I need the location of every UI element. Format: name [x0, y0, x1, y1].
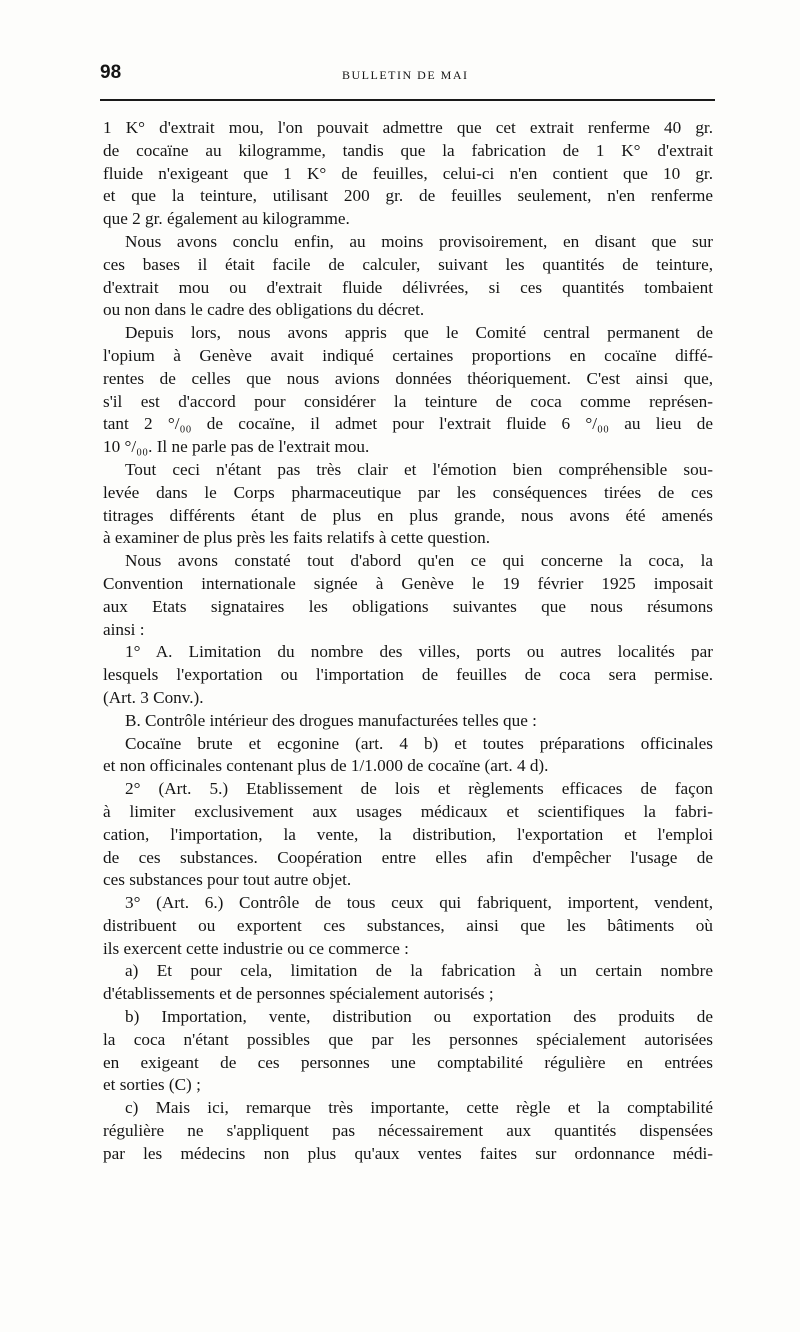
text-line: B. Contrôle intérieur des drogues manufacturées telles que : — [125, 710, 537, 730]
header-rule — [100, 99, 715, 101]
text-line: en exigeant de ces personnes une comptabilité régulière en entrées — [103, 1052, 713, 1072]
text-line: b) Importation, vente, distribution ou exportation des produits de — [125, 1007, 713, 1027]
text-line: cation, l'importation, la vente, la distribution, l'exportation et l'emploi — [103, 824, 713, 844]
page-header — [100, 62, 715, 92]
text-line: l'opium à Genève avait indiqué certaines proportions en cocaïne diffé- — [103, 345, 713, 365]
text-line: d'extrait mou ou d'extrait fluide délivrées, si ces quantités tombaient — [103, 277, 713, 297]
text-line: titrages différents étant de plus en plus grande, nous avons été amenés — [103, 505, 713, 525]
page-number: 98 — [100, 62, 122, 83]
text-line: s'il est d'accord pour considérer la teinture de coca comme représen- — [103, 391, 713, 411]
text-line: levée dans le Corps pharmaceutique par les conséquences tirées de ces — [103, 482, 713, 502]
text-line: Depuis lors, nous avons appris que le Comité central permanent de — [125, 323, 713, 343]
text-line: ces substances pour tout autre objet. — [103, 870, 352, 890]
text-line: c) Mais ici, remarque très importante, cette règle et la comptabilité — [125, 1098, 713, 1118]
text-line: 2° (Art. 5.) Etablissement de lois et règlements efficaces de façon — [125, 779, 713, 799]
text-line: 10 °/₀₀. Il ne parle pas de l'extrait mou. — [103, 437, 370, 457]
text-line: tant 2 °/₀₀ de cocaïne, il admet pour l'extrait fluide 6 °/₀₀ au lieu de — [103, 414, 713, 434]
text-line: Tout ceci n'étant pas très clair et l'émotion bien compréhensible sou- — [125, 459, 713, 479]
text-line: distribuent ou exportent ces substances, ainsi que les bâtiments où — [103, 915, 713, 935]
text-line: 1° A. Limitation du nombre des villes, ports ou autres localités par — [125, 642, 713, 662]
text-line: et que la teinture, utilisant 200 gr. de feuilles seulement, n'en renferme — [103, 186, 713, 206]
text-line: régulière ne s'appliquent pas nécessairement aux quantités dispensées — [103, 1121, 713, 1141]
text-line: Nous avons constaté tout d'abord qu'en ce qui concerne la coca, la — [125, 551, 713, 571]
text-line: de ces substances. Coopération entre elles afin d'empêcher l'usage de — [103, 847, 713, 867]
text-line: lesquels l'exportation ou l'importation de feuilles de coca sera permise. — [103, 665, 713, 685]
text-line: par les médecins non plus qu'aux ventes faites sur ordonnance médi- — [103, 1143, 713, 1163]
text-line: ils exercent cette industrie ou ce commerce : — [103, 938, 409, 958]
text-line: que 2 gr. également au kilogramme. — [103, 209, 350, 229]
text-line: aux Etats signataires les obligations suivantes que nous résumons — [103, 596, 713, 616]
text-line: d'établissements et de personnes spécialement autorisés ; — [103, 984, 494, 1004]
text-line: ou non dans le cadre des obligations du décret. — [103, 300, 425, 320]
text-line: à examiner de plus près les faits relatifs à cette question. — [103, 528, 491, 548]
text-line: (Art. 3 Conv.). — [103, 687, 204, 707]
text-line: a) Et pour cela, limitation de la fabrication à un certain nombre — [125, 961, 713, 981]
text-line: et sorties (C) ; — [103, 1075, 201, 1095]
text-line: 1 K° d'extrait mou, l'on pouvait admettre que cet extrait renferme 40 gr. — [103, 118, 713, 137]
text-line: ainsi : — [103, 619, 145, 639]
running-title: BULLETIN DE MAI — [342, 68, 469, 82]
text-line: fluide n'exigeant que 1 K° de feuilles, celui-ci n'en contient que 10 gr. — [103, 163, 713, 183]
text-line: Cocaïne brute et ecgonine (art. 4 b) et toutes préparations officinales — [125, 733, 713, 753]
text-line: à limiter exclusivement aux usages médicaux et scientifiques la fabri- — [103, 801, 713, 821]
text-line: rentes de celles que nous avions données théoriquement. C'est ainsi que, — [103, 368, 713, 388]
text-line: 3° (Art. 6.) Contrôle de tous ceux qui fabriquent, importent, vendent, — [125, 893, 713, 913]
text-line: ces bases il était facile de calculer, suivant les quantités de teinture, — [103, 254, 713, 274]
text-line: et non officinales contenant plus de 1/1.000 de cocaïne (art. 4 d). — [103, 756, 549, 776]
text-line: Nous avons conclu enfin, au moins provisoirement, en disant que sur — [125, 231, 713, 251]
text-line: la coca n'étant possibles que par les personnes spécialement autorisées — [103, 1029, 713, 1049]
text-line: Convention internationale signée à Genève le 19 février 1925 imposait — [103, 573, 713, 593]
text-line: de cocaïne au kilogramme, tandis que la fabrication de 1 K° d'extrait — [103, 140, 713, 160]
body-text — [103, 117, 713, 1166]
